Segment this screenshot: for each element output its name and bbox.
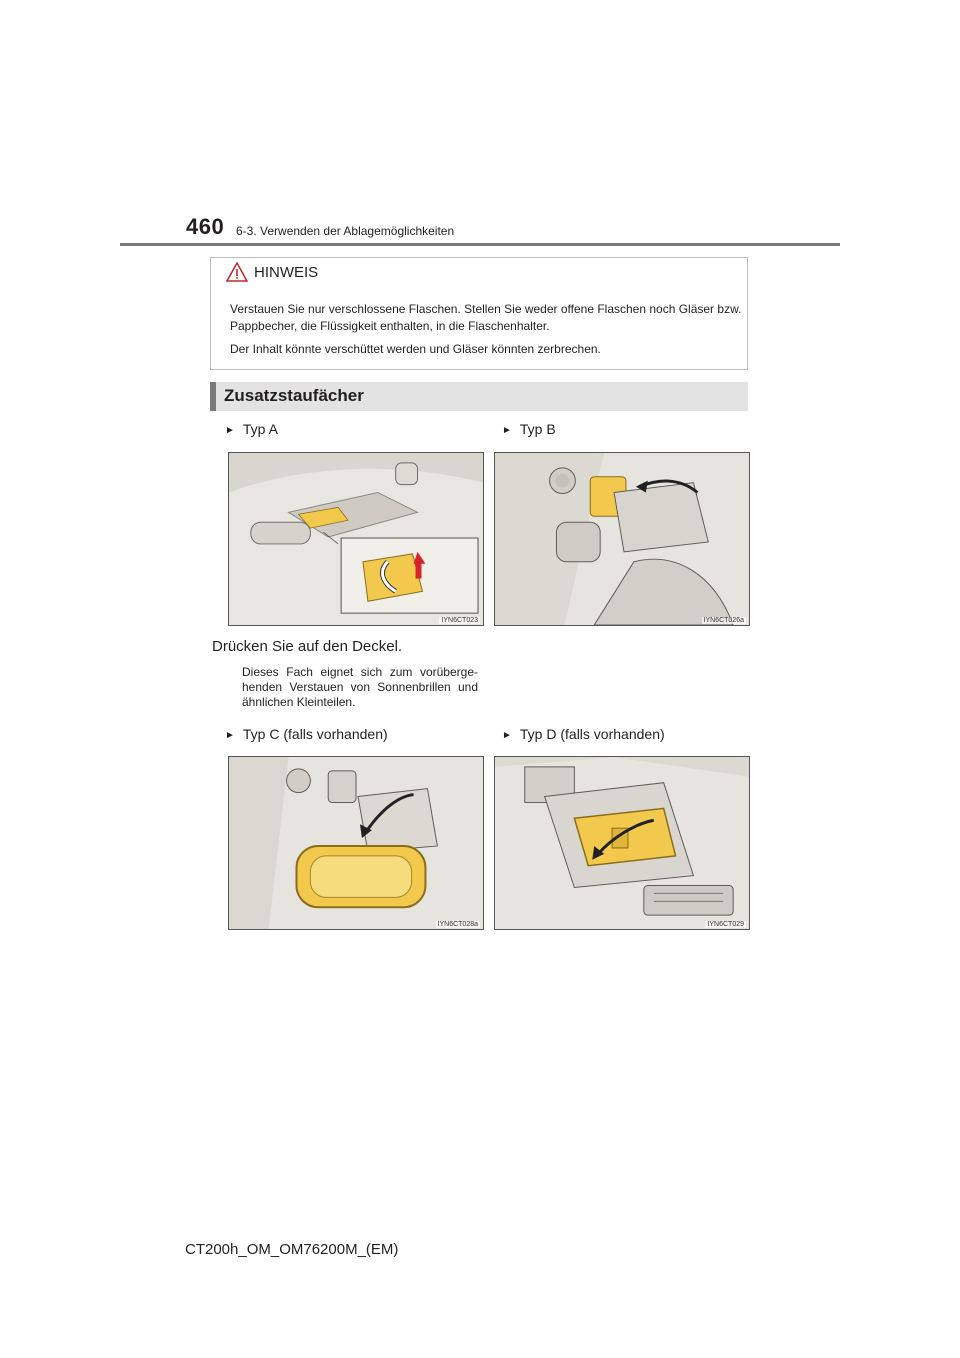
- figure-type-c: [228, 756, 484, 930]
- type-b-label: ► Typ B: [502, 421, 556, 437]
- section-heading: 6-3. Verwenden der Ablagemöglichkeiten: [236, 224, 455, 238]
- triangle-bullet-icon: ►: [225, 730, 235, 741]
- notice-text: [230, 301, 742, 364]
- notice-paragraph-2: Der Inhalt könnte verschüttet werden und Gläser könnten zerbrechen.: [230, 342, 601, 356]
- figure-code: IYN6CT028a: [437, 921, 478, 928]
- figure-code: IYN6CT029: [707, 921, 744, 928]
- triangle-bullet-icon: ►: [225, 425, 235, 436]
- notice-title: HINWEIS: [254, 264, 319, 281]
- figure-code: IYN6CT026a: [703, 617, 744, 624]
- figure-code: IYN6CT023: [441, 617, 478, 624]
- type-c-label: ► Typ C (falls vorhanden): [225, 726, 388, 742]
- page-number: 460: [186, 214, 225, 239]
- overhead-console-illustration: [229, 453, 483, 625]
- figure-type-a: [228, 452, 484, 626]
- type-d-label: ► Typ D (falls vorhanden): [502, 726, 665, 742]
- triangle-bullet-icon: ►: [502, 730, 512, 741]
- triangle-bullet-icon: ►: [502, 425, 512, 436]
- section-title: Zusatzstaufächer: [224, 386, 364, 405]
- footer-document-code: CT200h_OM_OM76200M_(EM): [185, 1241, 399, 1258]
- header-rule: [120, 243, 840, 246]
- notice-paragraph-1: Verstauen Sie nur verschlossene Flaschen. Stellen Sie weder offene Flaschen noch Gläser bzw. Pappbecher, die Flüssigkeit enthalten, in die Flaschenhalter.: [230, 302, 742, 333]
- type-a-label: ► Typ A: [225, 421, 278, 437]
- section-title-bar: [210, 382, 748, 411]
- center-console-illustration-c: [229, 757, 483, 929]
- warning-triangle-icon: [226, 262, 248, 282]
- center-console-illustration-b: [495, 453, 749, 625]
- figure-type-b: [494, 452, 750, 626]
- figure-type-d: [494, 756, 750, 930]
- dashboard-illustration-d: [495, 757, 749, 929]
- instruction-detail: Dieses Fach eignet sich zum vorübergehenden Verstauen von Sonnenbrillen und ähnlichen Kleinteilen.: [242, 665, 478, 709]
- notice-box: [210, 257, 748, 370]
- instruction-text: Drücken Sie auf den Deckel.: [212, 638, 403, 655]
